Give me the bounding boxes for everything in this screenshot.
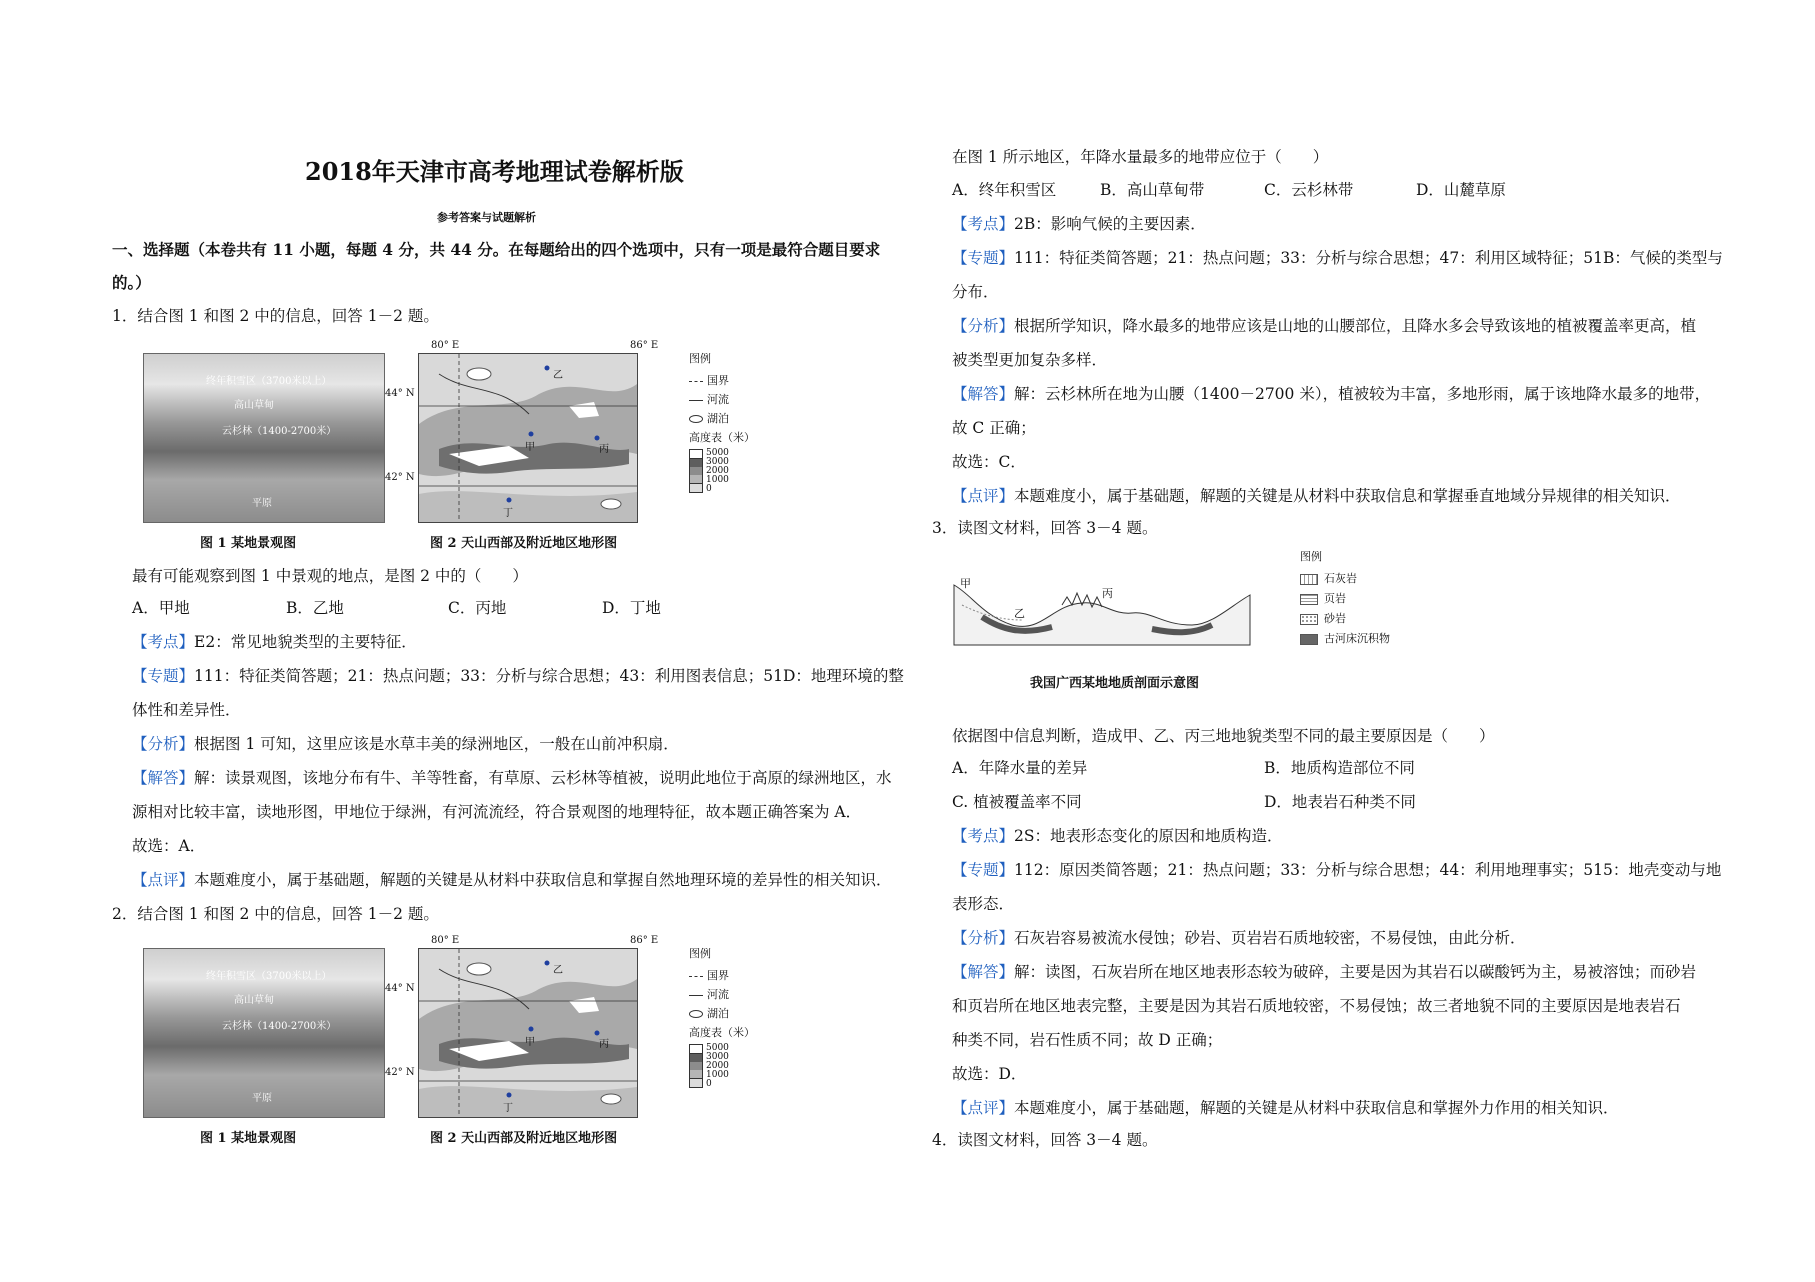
legend-lake: 湖泊 [707,412,729,425]
fenxi-text: 石灰岩容易被流水侵蚀；砂岩、页岩岩石质地较密，不易侵蚀，由此分析． [1014,929,1526,947]
jieda-text: 解：云杉林所在地为山腰（1400－2700 米），植被较为丰富，多地形雨，属于该地降水最多的地带， [1014,385,1711,403]
q1-option-c: C．丙地 [448,599,507,617]
zhuanti-text: 111：特征类简答题；21：热点问题；33：分析与综合思想；43：利用图表信息；51D：地理环境的整 [194,667,904,685]
map-caption-repeat: 图 2 天山西部及附近地区地形图 [430,1131,618,1146]
q3-jieda-cont2: 种类不同，岩石性质不同；故 D 正确； [952,1031,1223,1049]
dianping-tag: 【点评】 [952,487,1015,505]
photo-label-spruce: 云杉林（1400-2700米） [222,426,337,437]
legend-border: 国界 [707,374,729,387]
q3-stem: 3．读图文材料，回答 3－4 题。 [932,519,1158,537]
q3-question: 依据图中信息判断，造成甲、乙、丙三地地貌类型不同的最主要原因是（ ） [952,727,1495,745]
kaodian-text: 2B：影响气候的主要因素． [1014,215,1206,233]
legend-river: 河流 [707,988,729,1001]
q1-option-d: D．丁地 [602,599,661,617]
legend-lake: 湖泊 [707,1007,729,1020]
elevation-ramp [689,1044,703,1088]
map-lon-86: 86° E [630,340,659,351]
elevation-ramp [689,449,703,493]
jieda-tag: 【解答】 [132,769,195,787]
q1-zhuanti-cont: 体性和差异性． [132,701,241,719]
map-lon-86: 86° E [630,935,659,946]
fenxi-tag: 【分析】 [132,735,195,753]
q2-stem: 2．结合图 1 和图 2 中的信息，回答 1－2 题。 [112,905,439,923]
photo-label-snow: 终年积雪区（3700米以上） [206,376,332,387]
kaodian-tag: 【考点】 [952,827,1015,845]
q2-option-d: D．山麓草原 [1416,181,1506,199]
jieda-text: 解：读景观图，该地分布有牛、羊等牲畜，有草原、云杉林等植被，说明此地位于高原的绿洲地区，水 [194,769,892,787]
zhuanti-tag: 【专题】 [952,861,1015,879]
map-lat-44: 44° N [385,388,415,399]
map-lon-80: 80° E [431,935,460,946]
q2-kaodian [952,212,1206,234]
landscape-photo [143,353,385,523]
kaodian-text: E2：常见地貌类型的主要特征． [194,633,417,651]
map-lon-80: 80° E [431,340,460,351]
border-icon [689,381,703,382]
map-place-bing: 丙 [599,444,609,455]
legend-river: 河流 [707,393,729,406]
photo-label-plain: 平原 [252,1093,272,1104]
q2-jieda [952,382,1710,404]
elev-1000: 1000 [706,1070,729,1080]
riverbed-icon [1300,634,1318,645]
map-place-jia: 甲 [525,442,535,453]
q1-jieda [132,766,892,788]
zhuanti-text: 112：原因类简答题；21：热点问题；33：分析与综合思想；44：利用地理事实；515：地壳变动与地 [1014,861,1722,879]
q2-answer: 故选：C． [952,453,1026,471]
q2-zhuanti [952,246,1723,268]
geo-legend [1300,548,1390,650]
kaodian-text: 2S：地表形态变化的原因和地质构造． [1014,827,1283,845]
jieda-tag: 【解答】 [952,385,1015,403]
geo-section-figure [952,575,1252,655]
photo-label-snow: 终年积雪区（3700米以上） [206,971,332,982]
lake-icon [689,1010,703,1018]
map-place-jia: 甲 [525,1037,535,1048]
terrain-map-repeat [418,948,638,1118]
dianping-text: 本题难度小，属于基础题，解题的关键是从材料中获取信息和掌握外力作用的相关知识． [1014,1099,1619,1117]
elev-3000: 3000 [706,457,729,467]
q3-jieda-cont: 和页岩所在地区地表完整，主要是因为其岩石质地较密，不易侵蚀；故三者地貌不同的主要原因是地表岩石 [952,997,1681,1015]
zhuanti-text: 111：特征类简答题；21：热点问题；33：分析与综合思想；47：利用区域特征；51B：气候的类型与 [1014,249,1723,267]
section-heading: 一、选择题（本卷共有 11 小题，每题 4 分，共 44 分。在每题给出的四个选项中，只有一项是最符合题目要求 [112,240,881,259]
legend-elevation: 高度表（米） [689,431,755,444]
q3-kaodian [952,824,1283,846]
fenxi-tag: 【分析】 [952,929,1015,947]
q2-question: 在图 1 所示地区，年降水量最多的地带应位于（ ） [952,148,1329,166]
page-title: 2018年天津市高考地理试卷解析版 [305,157,684,186]
q3-answer: 故选：D． [952,1065,1027,1083]
q2-zhuanti-cont: 分布． [952,283,999,301]
q2-option-b: B．高山草甸带 [1100,181,1205,199]
q1-fenxi [132,732,679,754]
fenxi-text: 根据所学知识，降水最多的地带应该是山地的山腰部位，且降水多会导致该地的植被覆盖率更高，植 [1014,317,1697,335]
q1-stem: 1．结合图 1 和图 2 中的信息，回答 1－2 题。 [112,307,439,325]
map-caption: 图 2 天山西部及附近地区地形图 [430,536,618,551]
q3-zhuanti [952,858,1721,880]
elev-0: 0 [706,484,712,494]
q1-question: 最有可能观察到图 1 中景观的地点，是图 2 中的（ ） [132,567,528,585]
q3-jieda [952,960,1696,982]
q1-zhuanti [132,664,904,686]
legend-title: 图例 [689,947,711,960]
sandstone-icon [1300,614,1318,625]
q1-kaodian [132,630,417,652]
q2-option-a: A．终年积雪区 [952,181,1057,199]
map-place-bing: 丙 [599,1039,609,1050]
river-icon [689,400,703,401]
terrain-map [418,353,638,523]
q2-jieda-cont: 故 C 正确； [952,419,1036,437]
elev-3000: 3000 [706,1052,729,1062]
legend-title: 图例 [689,352,711,365]
jieda-tag: 【解答】 [952,963,1015,981]
legend-riverbed: 古河床沉积物 [1324,632,1390,645]
q3-option-a: A．年降水量的差异 [952,759,1088,777]
legend-shale: 页岩 [1324,592,1346,605]
q1-answer: 故选：A． [132,837,206,855]
elev-2000: 2000 [706,466,729,476]
map-legend-repeat [689,945,755,1089]
geo-legend-title: 图例 [1300,550,1322,563]
fenxi-text: 根据图 1 可知，这里应该是水草丰美的绿洲地区，一般在山前冲积扇． [194,735,679,753]
page-subtitle: 参考答案与试题解析 [437,211,536,224]
dianping-text: 本题难度小，属于基础题，解题的关键是从材料中获取信息和掌握自然地理环境的差异性的相关知识． [194,871,892,889]
q2-fenxi-cont: 被类型更加复杂多样． [952,351,1108,369]
map-place-yi: 乙 [553,965,563,976]
photo-label-plain: 平原 [252,498,272,509]
legend-limestone: 石灰岩 [1324,572,1357,585]
elev-5000: 5000 [706,448,729,458]
q1-option-a: A．甲地 [132,599,190,617]
q1-option-b: B．乙地 [286,599,344,617]
map-lat-42: 42° N [385,1067,415,1078]
map-lat-44: 44° N [385,983,415,994]
geo-place-bing: 丙 [1102,587,1113,600]
zhuanti-tag: 【专题】 [952,249,1015,267]
photo-label-spruce: 云杉林（1400-2700米） [222,1021,337,1032]
elev-1000: 1000 [706,475,729,485]
q3-option-d: D．地表岩石种类不同 [1264,793,1416,811]
geo-place-yi: 乙 [1014,607,1025,620]
dianping-tag: 【点评】 [952,1099,1015,1117]
elev-2000: 2000 [706,1061,729,1071]
border-icon [689,976,703,977]
fenxi-tag: 【分析】 [952,317,1015,335]
legend-elevation: 高度表（米） [689,1026,755,1039]
kaodian-tag: 【考点】 [132,633,195,651]
legend-border: 国界 [707,969,729,982]
photo-label-meadow: 高山草甸 [234,995,274,1006]
q3-option-b: B．地质构造部位不同 [1264,759,1415,777]
q3-fenxi [952,926,1526,948]
map-place-ding: 丁 [503,1103,513,1114]
q3-zhuanti-cont: 表形态． [952,895,1015,913]
kaodian-tag: 【考点】 [952,215,1015,233]
zhuanti-tag: 【专题】 [132,667,195,685]
q4-stem: 4．读图文材料，回答 3－4 题。 [932,1131,1158,1149]
q3-option-c: C. 植被覆盖率不同 [952,793,1082,811]
photo-caption: 图 1 某地景观图 [200,536,297,551]
elev-5000: 5000 [706,1043,729,1053]
dianping-tag: 【点评】 [132,871,195,889]
legend-sandstone: 砂岩 [1324,612,1346,625]
jieda-text: 解：读图，石灰岩所在地区地表形态较为破碎，主要是因为其岩石以碳酸钙为主，易被溶蚀；而砂岩 [1014,963,1697,981]
map-place-yi: 乙 [553,370,563,381]
map-legend [689,350,755,494]
q1-jieda-cont: 源相对比较丰富，读地形图，甲地位于绿洲，有河流流经，符合景观图的地理特征，故本题正确答案为 A． [132,803,862,821]
q2-fenxi [952,314,1696,336]
photo-caption-repeat: 图 1 某地景观图 [200,1131,297,1146]
limestone-icon [1300,574,1318,585]
q2-dianping [952,484,1681,506]
section-heading-cont: 的。） [112,273,151,292]
photo-label-meadow: 高山草甸 [234,400,274,411]
map-lat-42: 42° N [385,472,415,483]
map-place-ding: 丁 [503,508,513,519]
landscape-photo-repeat [143,948,385,1118]
q2-option-c: C．云杉林带 [1264,181,1354,199]
lake-icon [689,415,703,423]
shale-icon [1300,594,1318,605]
geo-caption: 我国广西某地地质剖面示意图 [1030,676,1200,691]
geo-place-jia: 甲 [960,577,971,590]
river-icon [689,995,703,996]
dianping-text: 本题难度小，属于基础题，解题的关键是从材料中获取信息和掌握垂直地域分异规律的相关知识． [1014,487,1681,505]
q1-dianping [132,868,892,890]
q3-dianping [952,1096,1619,1118]
elev-0: 0 [706,1079,712,1089]
